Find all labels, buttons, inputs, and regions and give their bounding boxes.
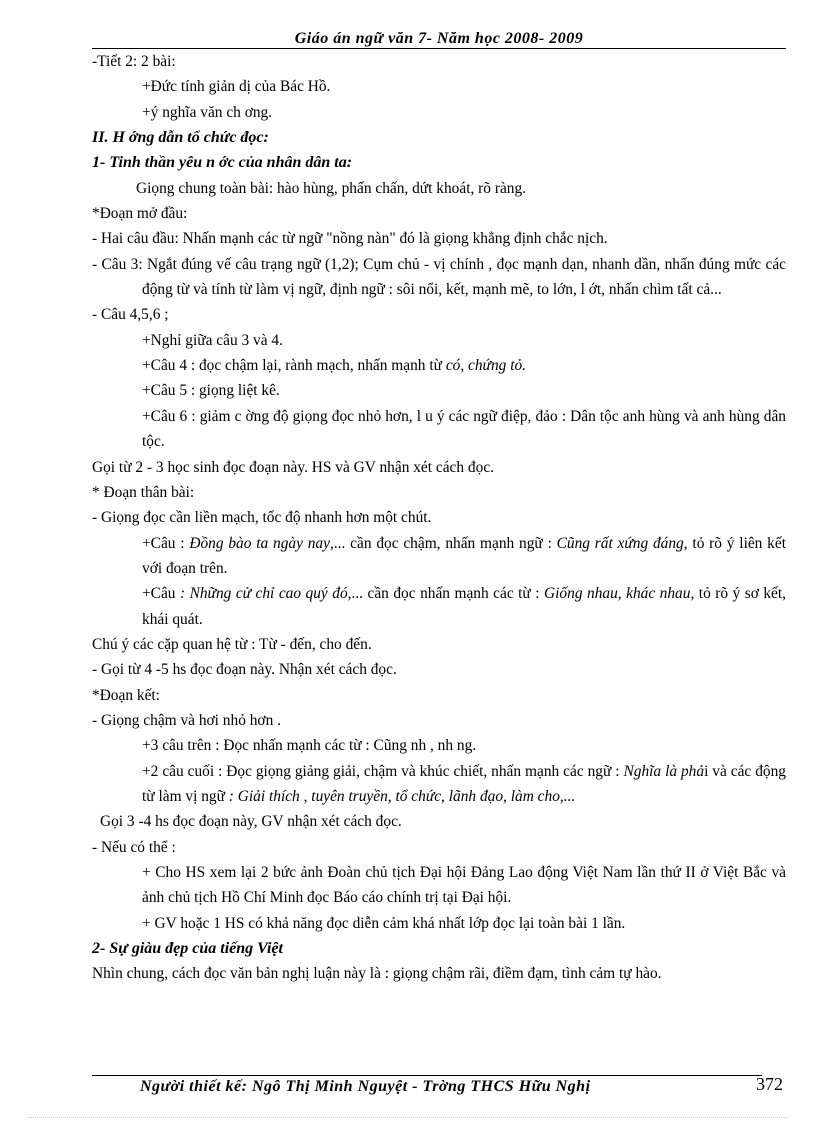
text-span: , tỏ rõ ý sơ kết, khái quát. <box>142 585 787 628</box>
text-line: + GV hoặc 1 HS có khả năng đọc diễn cảm khá nhất lớp đọc lại toàn bài 1 lần. <box>142 914 626 932</box>
text-line: +Đức tính giản dị của Bác Hồ. <box>142 78 331 96</box>
subsection-heading: 2- Sự giàu đẹp của tiếng Việt <box>92 940 283 958</box>
subsection-heading: 1- Tinh thần yêu n ớc của nhân dân ta: <box>92 154 353 172</box>
footer-rule <box>92 1075 762 1076</box>
italic-span: : Giải thích , tuyên truyền, tổ chức, lãnh đạo, làm cho,... <box>228 787 576 805</box>
text-line: - Câu 4,5,6 ; <box>92 306 169 324</box>
text-paragraph <box>92 581 786 632</box>
text-line: - Gọi từ 4 -5 hs đọc đoạn này. Nhận xét cách đọc. <box>92 661 397 679</box>
text-paragraph <box>92 759 786 810</box>
italic-span: Nghĩa là phả <box>623 762 705 780</box>
text-line: Gọi 3 -4 hs đọc đoạn này, GV nhận xét cách đọc. <box>100 813 402 831</box>
italic-span: Đồng bào ta ngày nay <box>189 534 330 552</box>
text-span: +Câu <box>142 585 180 603</box>
document-body <box>92 49 786 987</box>
page-header: Giáo án ngữ văn 7- Năm học 2008- 2009 <box>294 30 584 47</box>
text-line: -Tiết 2: 2 bài: <box>92 53 176 70</box>
text-line: *Đoạn kết: <box>92 686 160 704</box>
text-span: +Câu : <box>142 534 190 552</box>
page-edge-dotted-line <box>28 1117 788 1118</box>
text-line: - Nếu có thể : <box>92 838 176 856</box>
section-heading: II. H ớng dẫn tổ chức đọc: <box>92 129 269 147</box>
text-span: ,... cần đọc nhấn mạnh các từ : <box>347 585 545 603</box>
text-span: +2 câu cuối : Đọc giọng giảng giải, chậm và khúc chiết, nhấn mạnh các ngữ : <box>142 762 624 780</box>
text-line: +3 câu trên : Đọc nhấn mạnh các từ : Cũng nh , nh ng. <box>142 737 477 755</box>
text-line: Gọi từ 2 - 3 học sinh đọc đoạn này. HS và GV nhận xét cách đọc. <box>92 458 494 476</box>
text-line: +Nghỉ giữa câu 3 và 4. <box>142 331 283 349</box>
page-number: 372 <box>756 1074 783 1094</box>
italic-span: có, chứng tỏ. <box>445 357 527 375</box>
page-footer: Người thiết kế: Ngô Thị Minh Nguyệt - Trờng THCS Hữu Nghị <box>140 1078 591 1095</box>
text-paragraph: Nhìn chung, cách đọc văn bản nghị luận này là : giọng chậm rãi, điềm đạm, tình cảm tự hào. <box>92 965 662 983</box>
text-line: Chú ý các cặp quan hệ từ : Từ - đến, cho đến. <box>92 635 372 653</box>
italic-span: Cũng rất xứng đáng <box>556 534 684 552</box>
text-line: - Hai câu đầu: Nhấn mạnh các từ ngữ "nồng nàn" đó là giọng khẳng định chắc nịch. <box>92 230 608 248</box>
text-paragraph: - Câu 3: Ngắt đúng vế câu trạng ngữ (1,2); Cụm chủ - vị chính , đọc mạnh dạn, nhanh dần, nhấn đúng mức các động từ và tính từ làm vị ngữ, định ngữ : sôi nổi, kết, mạnh mẽ, to lớn, l ớt, nhấn chìm tất cả... <box>92 255 786 299</box>
text-span: +Câu 4 : đọc chậm lại, rành mạch, nhấn mạnh từ <box>142 357 446 375</box>
text-span: ,... cần đọc chậm, nhấn mạnh ngữ : <box>329 534 557 552</box>
text-line: - Giọng đọc cần liền mạch, tốc độ nhanh hơn một chút. <box>92 509 432 527</box>
text-line: - Giọng chậm và hơi nhỏ hơn . <box>92 711 281 729</box>
text-span: i và các động từ làm vị ngữ <box>142 762 786 805</box>
italic-span: Giống nhau, khác nhau <box>544 585 691 603</box>
text-line: +Câu 5 : giọng liệt kê. <box>142 382 280 400</box>
text-line: * Đoạn thân bài: <box>92 483 195 501</box>
text-paragraph: +Câu 6 : giảm c ờng độ giọng đọc nhỏ hơn, l u ý các ngữ điệp, đảo : Dân tộc anh hùng và anh hùng dân tộc. <box>142 407 786 451</box>
text-line <box>92 353 786 378</box>
italic-span: : Những cử chỉ cao quý đó <box>179 585 348 603</box>
text-line: *Đoạn mở đầu: <box>92 205 188 223</box>
text-paragraph <box>92 531 786 582</box>
text-line: Giọng chung toàn bài: hào hùng, phấn chấn, dứt khoát, rõ ràng. <box>136 179 527 197</box>
text-span: , tỏ rõ ý liên kết với đoạn trên. <box>142 534 786 577</box>
text-line: +ý nghĩa văn ch ơng. <box>142 103 273 121</box>
text-paragraph: + Cho HS xem lại 2 bức ảnh Đoàn chủ tịch Đại hội Đảng Lao động Việt Nam lần thứ II ở Việt Bắc và ảnh chủ tịch Hồ Chí Minh đọc Báo cáo chính trị tại Đại hội. <box>142 864 786 907</box>
